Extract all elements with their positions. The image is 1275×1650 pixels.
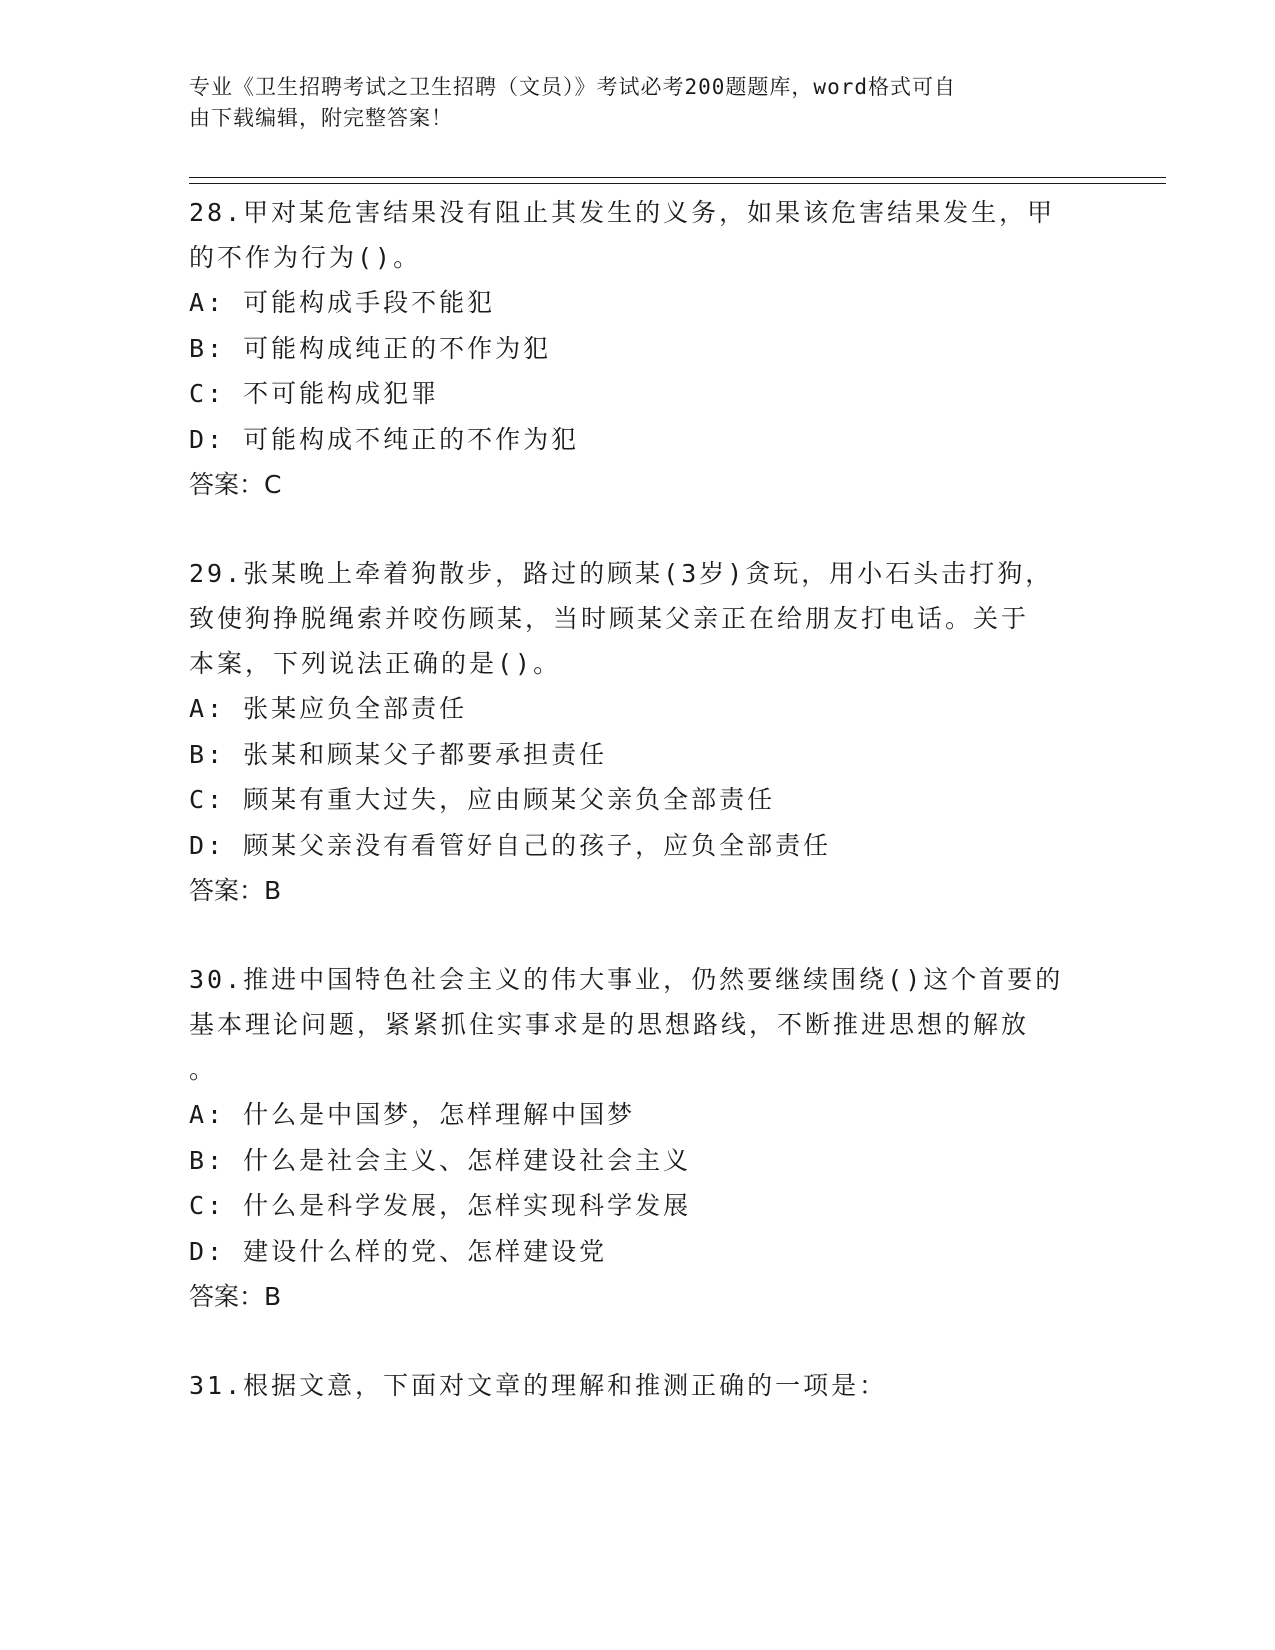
answer-line: 答案：B [189, 876, 282, 905]
question-30 [189, 957, 1089, 1319]
question-stem-line: 。 [189, 1055, 218, 1084]
answer-line: 答案：C [189, 470, 282, 499]
option-c: C: 什么是科学发展，怎样实现科学发展 [189, 1191, 692, 1220]
option-a: A: 什么是中国梦，怎样理解中国梦 [189, 1100, 636, 1129]
question-spacer [189, 507, 1089, 551]
option-c: C: 顾某有重大过失，应由顾某父亲负全部责任 [189, 785, 776, 814]
question-spacer [189, 1319, 1089, 1363]
question-28 [189, 190, 1089, 507]
option-b: B: 什么是社会主义、怎样建设社会主义 [189, 1145, 692, 1175]
option-b: B: 张某和顾某父子都要承担责任 [189, 739, 608, 769]
option-a: A: 张某应负全部责任 [189, 694, 468, 723]
header-divider-bottom [189, 183, 1166, 184]
option-b: B: 可能构成纯正的不作为犯 [189, 333, 552, 363]
question-stem-line: 31.根据文意，下面对文章的理解和推测正确的一项是： [189, 1371, 888, 1400]
question-list [189, 190, 1089, 1408]
option-d: D: 建设什么样的党、怎样建设党 [189, 1236, 608, 1266]
question-31 [189, 1363, 1089, 1408]
option-d: D: 顾某父亲没有看管好自己的孩子，应负全部责任 [189, 830, 832, 860]
question-stem-line: 致使狗挣脱绳索并咬伤顾某，当时顾某父亲正在给朋友打电话。关于 [189, 604, 1030, 633]
option-a: A: 可能构成手段不能犯 [189, 288, 496, 317]
question-29 [189, 551, 1089, 913]
question-stem-line: 基本理论问题，紧紧抓住实事求是的思想路线，不断推进思想的解放 [189, 1010, 1030, 1039]
question-stem-line: 29.张某晚上牵着狗散步，路过的顾某(3岁)贪玩，用小石头击打狗， [189, 559, 1054, 588]
option-d: D: 可能构成不纯正的不作为犯 [189, 424, 580, 454]
header-divider-top [189, 177, 1166, 178]
header-line-2: 由下载编辑，附完整答案！ [189, 106, 453, 130]
answer-line: 答案：B [189, 1282, 282, 1311]
header-line-1: 专业《卫生招聘考试之卫生招聘（文员）》考试必考200题题库，word格式可自 [189, 75, 956, 99]
question-stem-line: 30.推进中国特色社会主义的伟大事业，仍然要继续围绕()这个首要的 [189, 965, 1064, 994]
question-spacer [189, 913, 1089, 957]
question-stem-line: 本案，下列说法正确的是()。 [189, 649, 562, 678]
document-header [189, 72, 1089, 134]
option-c: C: 不可能构成犯罪 [189, 379, 440, 408]
question-stem-line: 28.甲对某危害结果没有阻止其发生的义务，如果该危害结果发生，甲 [189, 198, 1056, 227]
question-stem-line: 的不作为行为()。 [189, 243, 422, 272]
